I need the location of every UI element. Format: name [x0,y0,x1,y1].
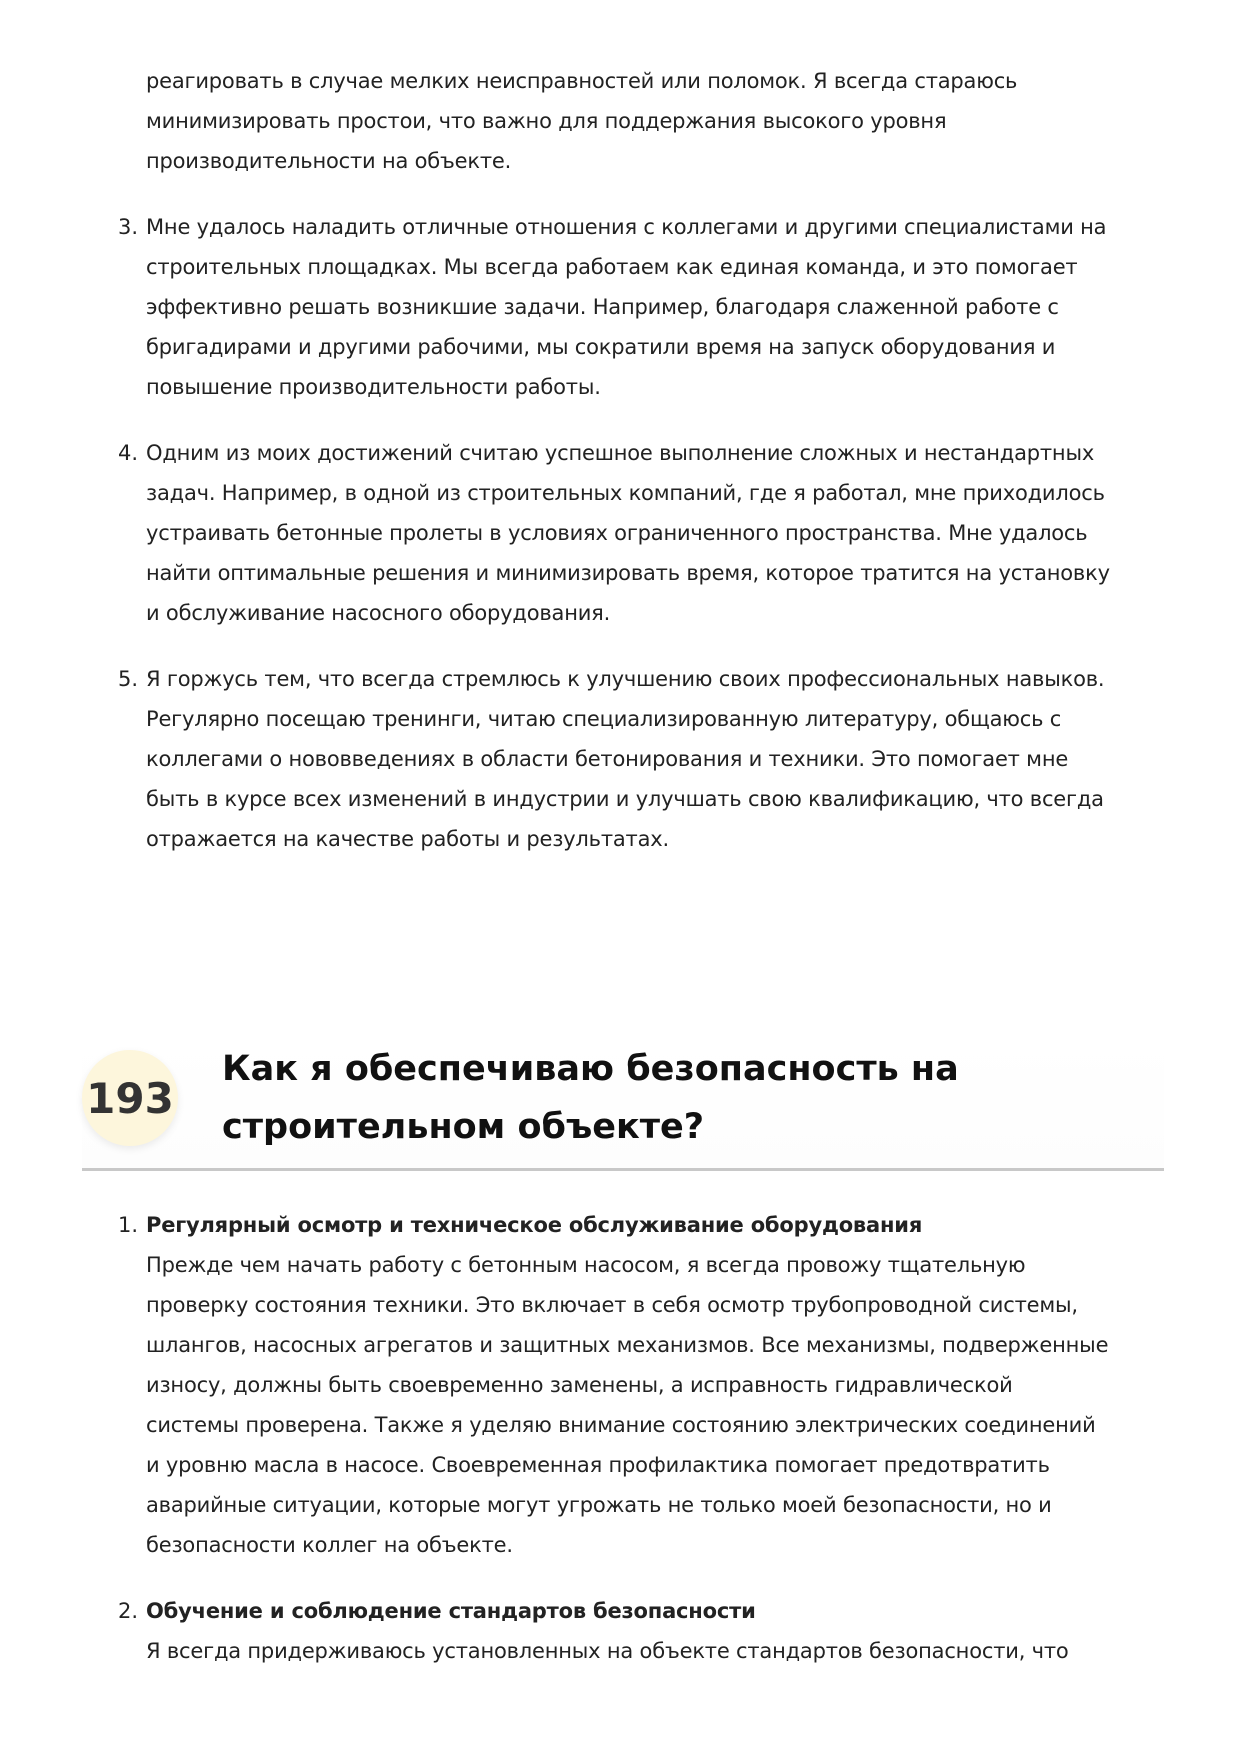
list-item-text-line: аварийные ситуации, которые могут угрожать не только моей безопасности, но и [146,1493,1052,1517]
section-number-badge: 193 [82,1050,178,1146]
section-title-line: строительном объекте? [222,1107,705,1147]
list-item-text-line: и уровню масла в насосе. Своевременная профилактика помогает предотвратить [146,1453,1050,1477]
list-item [0,207,1239,407]
list-item-text-line: производительности на объекте. [146,149,512,173]
list-item-text-line: Я всегда придерживаюсь установленных на объекте стандартов безопасности, что [146,1639,1069,1663]
list-item-title: Обучение и соблюдение стандартов безопасности [146,1599,756,1623]
list-item [0,1591,1239,1671]
list-item-text-line: минимизировать простои, что важно для поддержания высокого уровня [146,109,947,133]
list-item-text-line: Прежде чем начать работу с бетонным насосом, я всегда провожу тщательную [146,1253,1026,1277]
section-title [222,1040,959,1156]
list-item [0,61,1239,181]
list-item-text-line: найти оптимальные решения и минимизировать время, которое тратится на установку [146,561,1110,585]
list-item-text-line: быть в курсе всех изменений в индустрии и улучшать свою квалификацию, что всегда [146,787,1104,811]
list-item-text-line: коллегами о нововведениях в области бетонирования и техники. Это помогает мне [146,747,1069,771]
list-item-text-line: задач. Например, в одной из строительных компаний, где я работал, мне приходилось [146,481,1105,505]
list-item-text-line: устраивать бетонные пролеты в условиях ограниченного пространства. Мне удалось [146,521,1088,545]
list-item-text-line: реагировать в случае мелких неисправностей или поломок. Я всегда стараюсь [146,69,1018,93]
list-item-text-line: строительных площадках. Мы всегда работаем как единая команда, и это помогает [146,255,1078,279]
list-item-text-line: отражается на качестве работы и результатах. [146,827,669,851]
list-item-text-line: Мне удалось наладить отличные отношения с коллегами и другими специалистами на [146,215,1107,239]
list-item [0,659,1239,859]
list-item-number: 3. [118,215,139,239]
list-item [0,433,1239,633]
list-item-number: 5. [118,667,139,691]
list-item-text-line: шлангов, насосных агрегатов и защитных механизмов. Все механизмы, подверженные [146,1333,1109,1357]
list-item-number: 1. [118,1213,139,1237]
list-item-text-line: эффективно решать возникшие задачи. Например, благодаря слаженной работе с [146,295,1059,319]
list-item-number: 4. [118,441,139,465]
list-item-text-line: повышение производительности работы. [146,375,601,399]
list-item-number: 2. [118,1599,139,1623]
achievements-list [0,61,1239,885]
list-item-text-line: бригадирами и другими рабочими, мы сократили время на запуск оборудования и [146,335,1056,359]
section-title-line: Как я обеспечиваю безопасность на [222,1049,959,1089]
list-item-title: Регулярный осмотр и техническое обслуживание оборудования [146,1213,923,1237]
list-item-text-line: износу, должны быть своевременно заменены, а исправность гидравлической [146,1373,1013,1397]
list-item-text-line: Регулярно посещаю тренинги, читаю специализированную литературу, общаюсь с [146,707,1062,731]
list-item-text-line: Одним из моих достижений считаю успешное выполнение сложных и нестандартных [146,441,1095,465]
list-item-text-line: системы проверена. Также я уделяю внимание состоянию электрических соединений [146,1413,1096,1437]
section-header [82,1040,1164,1171]
list-item-text-line: безопасности коллег на объекте. [146,1533,513,1557]
list-item-text-line: и обслуживание насосного оборудования. [146,601,611,625]
list-item [0,1205,1239,1565]
list-item-text-line: Я горжусь тем, что всегда стремлюсь к улучшению своих профессиональных навыков. [146,667,1105,691]
list-item-text-line: проверку состояния техники. Это включает в себя осмотр трубопроводной системы, [146,1293,1078,1317]
safety-list [0,1205,1239,1697]
